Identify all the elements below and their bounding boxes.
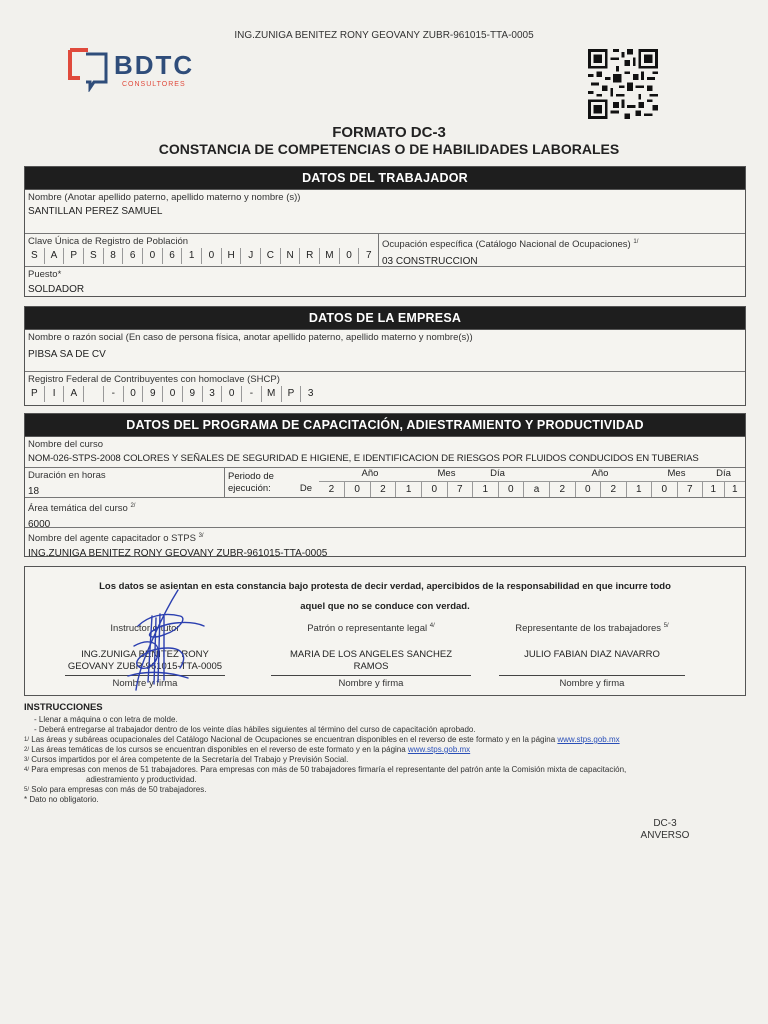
rfc-char: M bbox=[261, 386, 281, 402]
inicio-anio-cells bbox=[319, 482, 421, 498]
note-1: $^{1/}$ Las áreas y subáreas ocupacionales del Catálogo Nacional de Ocupaciones se encuentran disponibles en el reverso de este formato y en la página www.stps.gob.mx bbox=[24, 735, 620, 744]
signature-patron bbox=[271, 623, 471, 689]
footer-code bbox=[630, 818, 700, 842]
curp-char: A bbox=[44, 248, 64, 264]
logo-text: BDTC bbox=[114, 50, 195, 80]
inicio-anio-digit: 1 bbox=[395, 482, 421, 498]
value-puesto: SOLDADOR bbox=[28, 284, 85, 295]
value-curso: NOM-026-STPS-2008 COLORES Y SEÑALES DE SEGURIDAD E HIGIENE, E IDENTIFICACION DE RIESGOS POR FLUIDOS CONDUCIDOS EN TUBERIAS bbox=[28, 453, 699, 464]
curp-char: 1 bbox=[181, 248, 201, 264]
fin-mes-digit: 0 bbox=[661, 484, 668, 495]
fin-anio-digit: 0 bbox=[575, 482, 601, 498]
curp-char: R bbox=[299, 248, 319, 264]
note-4b: adiestramiento y productividad. bbox=[86, 775, 197, 784]
label-curso: Nombre del curso bbox=[28, 439, 103, 450]
inicio-dia-cells bbox=[472, 482, 523, 498]
row-nombre-empresa bbox=[25, 329, 745, 371]
label-mes-fin: Mes bbox=[667, 468, 686, 479]
rfc-char: I bbox=[44, 386, 64, 402]
curp-char: C bbox=[260, 248, 280, 264]
curp-char: 7 bbox=[358, 248, 378, 264]
nombre-firma-instructor: Nombre y firma bbox=[65, 675, 225, 689]
inicio-dia-digit: 0 bbox=[498, 482, 524, 498]
value-ocupacion: 03 CONSTRUCCION bbox=[382, 256, 478, 268]
link-stps-2[interactable]: www.stps.gob.mx bbox=[407, 745, 471, 754]
fin-dia-cells bbox=[702, 482, 745, 498]
label-agente: Nombre del agente capacitador o STPS $^{3/}$ bbox=[28, 533, 204, 545]
label-mes-inicio: Mes bbox=[437, 468, 456, 479]
curp-char: S bbox=[83, 248, 103, 264]
row-curp-ocupacion bbox=[25, 233, 745, 266]
label-a: a bbox=[523, 482, 549, 497]
row-curso bbox=[25, 436, 745, 467]
label-puesto: Puesto* bbox=[28, 269, 62, 280]
label-dia-fin: Día bbox=[716, 468, 731, 479]
inicio-dia-digit: 1 bbox=[482, 484, 489, 495]
inicio-mes-digit: 0 bbox=[431, 484, 438, 495]
curp-cells bbox=[25, 248, 378, 264]
note-2: $^{2/}$ Las áreas temáticas de los cursos se encuentran disponibles en el reverso de este formato y en la página www.stps.gob.mx bbox=[24, 745, 471, 754]
section-bar-trabajador: DATOS DEL TRABAJADOR bbox=[25, 167, 745, 189]
role-patron: Patrón o representante legal $^{4/}$ bbox=[307, 623, 435, 635]
curp-char: 8 bbox=[103, 248, 123, 264]
name-instructor-2: GEOVANY ZUBR-961015-TTA-0005 bbox=[67, 661, 223, 672]
curp-char: S bbox=[31, 250, 38, 261]
role-instructor: Instructor o tutor bbox=[110, 623, 180, 634]
section-bar-programa: DATOS DEL PROGRAMA DE CAPACITACIÓN, ADIESTRAMIENTO Y PRODUCTIVIDAD bbox=[25, 414, 745, 436]
rfc-char: - bbox=[241, 386, 261, 402]
curp-char: 0 bbox=[201, 248, 221, 264]
curp-char: J bbox=[240, 248, 260, 264]
value-duracion: 18 bbox=[28, 486, 40, 497]
section-empresa bbox=[24, 306, 746, 406]
curp-char: 6 bbox=[162, 248, 182, 264]
fin-anio-digit: 1 bbox=[626, 482, 652, 498]
rfc-char: A bbox=[63, 386, 83, 402]
instruction-item-1: - Llenar a máquina o con letra de molde. bbox=[34, 715, 178, 724]
label-dia-inicio: Día bbox=[490, 468, 505, 479]
curp-char: N bbox=[280, 248, 300, 264]
declaration-text: Los datos se asientan en esta constancia bajo protesta de decir verdad, apercibidos de la responsabilidad en que incurre todo aquel que no se conduce con verdad. bbox=[99, 581, 671, 612]
fin-dia-digit: 1 bbox=[710, 484, 717, 495]
value-nombre-empresa: PIBSA SA DE CV bbox=[28, 349, 106, 360]
qr-code-icon bbox=[588, 49, 658, 119]
inicio-anio-digit: 2 bbox=[328, 484, 335, 495]
rfc-char: 9 bbox=[142, 386, 162, 402]
label-duracion: Duración en horas bbox=[28, 470, 106, 481]
footer-side: ANVERSO bbox=[640, 830, 690, 841]
value-area: 6000 bbox=[28, 519, 51, 531]
fin-dia-digit: 1 bbox=[724, 482, 746, 498]
inicio-anio-digit: 2 bbox=[370, 482, 396, 498]
label-periodo-1: Periodo de bbox=[228, 471, 274, 482]
row-rfc bbox=[25, 371, 745, 405]
label-curp: Clave Única de Registro de Población bbox=[28, 236, 189, 247]
rfc-char: P bbox=[281, 386, 301, 402]
section-trabajador bbox=[24, 166, 746, 297]
rfc-char: P bbox=[31, 388, 38, 399]
label-de: De bbox=[299, 483, 313, 494]
row-nombre-trabajador bbox=[25, 189, 745, 233]
rfc-char: - bbox=[103, 386, 123, 402]
instructions bbox=[24, 703, 754, 805]
header-owner-text: ING.ZUNIGA BENITEZ RONY GEOVANY ZUBR-961015-TTA-0005 bbox=[234, 30, 534, 41]
curp-char: H bbox=[221, 248, 241, 264]
inicio-mes-cells bbox=[421, 482, 472, 498]
value-agente: ING.ZUNIGA BENITEZ RONY GEOVANY ZUBR-961015-TTA-0005 bbox=[28, 548, 328, 560]
note-4: $^{4/}$ Para empresas con menos de 51 trabajadores. Para empresas con más de 50 trabajadores firmaría el representante del patrón ante la Comisión mixta de capacitación, bbox=[24, 765, 627, 774]
row-area bbox=[25, 497, 745, 531]
bdtc-logo bbox=[66, 44, 216, 92]
row-agente bbox=[25, 527, 745, 560]
label-nombre-empresa: Nombre o razón social (En caso de persona física, anotar apellido paterno, apellido materno y nombre(s)) bbox=[28, 332, 473, 343]
fin-mes-cells bbox=[651, 482, 702, 498]
section-bar-empresa: DATOS DE LA EMPRESA bbox=[25, 307, 745, 329]
fin-anio-cells bbox=[549, 482, 651, 498]
rfc-char: 3 bbox=[300, 386, 320, 402]
logo-subtext: CONSULTORES bbox=[122, 81, 186, 88]
row-duracion-periodo bbox=[25, 467, 745, 497]
label-anio-fin: Año bbox=[591, 468, 609, 479]
name-patron-2: RAMOS bbox=[353, 661, 389, 672]
row-puesto bbox=[25, 266, 745, 296]
note-3: $^{3/}$ Cursos impartidos por el área competente de la Secretaría del Trabajo y Previsión Social. bbox=[24, 755, 349, 764]
rfc-char: 3 bbox=[202, 386, 222, 402]
rfc-char: 0 bbox=[162, 386, 182, 402]
role-representante: Representante de los trabajadores $^{5/}$ bbox=[515, 623, 669, 635]
name-representante: JULIO FABIAN DIAZ NAVARRO bbox=[524, 649, 660, 660]
nombre-firma-representante: Nombre y firma bbox=[499, 675, 685, 689]
link-stps-1[interactable]: www.stps.gob.mx bbox=[557, 735, 620, 744]
rfc-cells bbox=[25, 386, 320, 402]
fin-anio-digit: 2 bbox=[559, 484, 566, 495]
inicio-mes-digit: 7 bbox=[447, 482, 473, 498]
form-title: FORMATO DC-3 bbox=[332, 124, 446, 141]
label-area: Área temática del curso $^{2/}$ bbox=[28, 503, 136, 515]
signature-representante bbox=[499, 623, 685, 689]
label-ocupacion: Ocupación específica (Catálogo Nacional de Ocupaciones) $^{1/}$ bbox=[382, 239, 639, 251]
rfc-char: 9 bbox=[182, 386, 202, 402]
periodo-grid bbox=[319, 468, 745, 497]
inicio-anio-digit: 0 bbox=[344, 482, 370, 498]
rfc-char: 0 bbox=[221, 386, 241, 402]
label-periodo-2: ejecución: bbox=[228, 483, 271, 494]
instructions-title: INSTRUCCIONES bbox=[24, 702, 103, 713]
rfc-char: 0 bbox=[123, 386, 143, 402]
handwritten-signature-icon bbox=[108, 586, 218, 696]
value-nombre-trabajador: SANTILLAN PEREZ SAMUEL bbox=[28, 206, 163, 217]
label-rfc: Registro Federal de Contribuyentes con homoclave (SHCP) bbox=[28, 374, 280, 385]
label-nombre-trabajador: Nombre (Anotar apellido paterno, apellido materno y nombre (s)) bbox=[28, 192, 301, 203]
label-anio-inicio: Año bbox=[361, 468, 379, 479]
curp-char: 0 bbox=[142, 248, 162, 264]
fin-mes-digit: 7 bbox=[677, 482, 703, 498]
note-5: $^{5/}$ Solo para empresas con más de 50 trabajadores. bbox=[24, 785, 207, 794]
name-instructor-1: ING.ZUNIGA BENITEZ RONY bbox=[81, 649, 209, 660]
name-patron-1: MARIA DE LOS ANGELES SANCHEZ bbox=[289, 649, 453, 660]
nombre-firma-patron: Nombre y firma bbox=[271, 675, 471, 689]
curp-char: 6 bbox=[122, 248, 142, 264]
instruction-item-2: - Deberá entregarse al trabajador dentro de los veinte días hábiles siguientes al término del curso de capacitación aprobado. bbox=[34, 725, 476, 734]
curp-char: M bbox=[319, 248, 339, 264]
fin-anio-digit: 2 bbox=[600, 482, 626, 498]
footer-form-code: DC-3 bbox=[653, 818, 677, 829]
section-programa bbox=[24, 413, 746, 560]
note-6: * Dato no obligatorio. bbox=[24, 795, 99, 804]
rfc-char bbox=[83, 386, 103, 402]
curp-char: 0 bbox=[339, 248, 359, 264]
curp-char: P bbox=[63, 248, 83, 264]
form-subtitle: CONSTANCIA DE COMPETENCIAS O DE HABILIDADES LABORALES bbox=[158, 141, 620, 157]
